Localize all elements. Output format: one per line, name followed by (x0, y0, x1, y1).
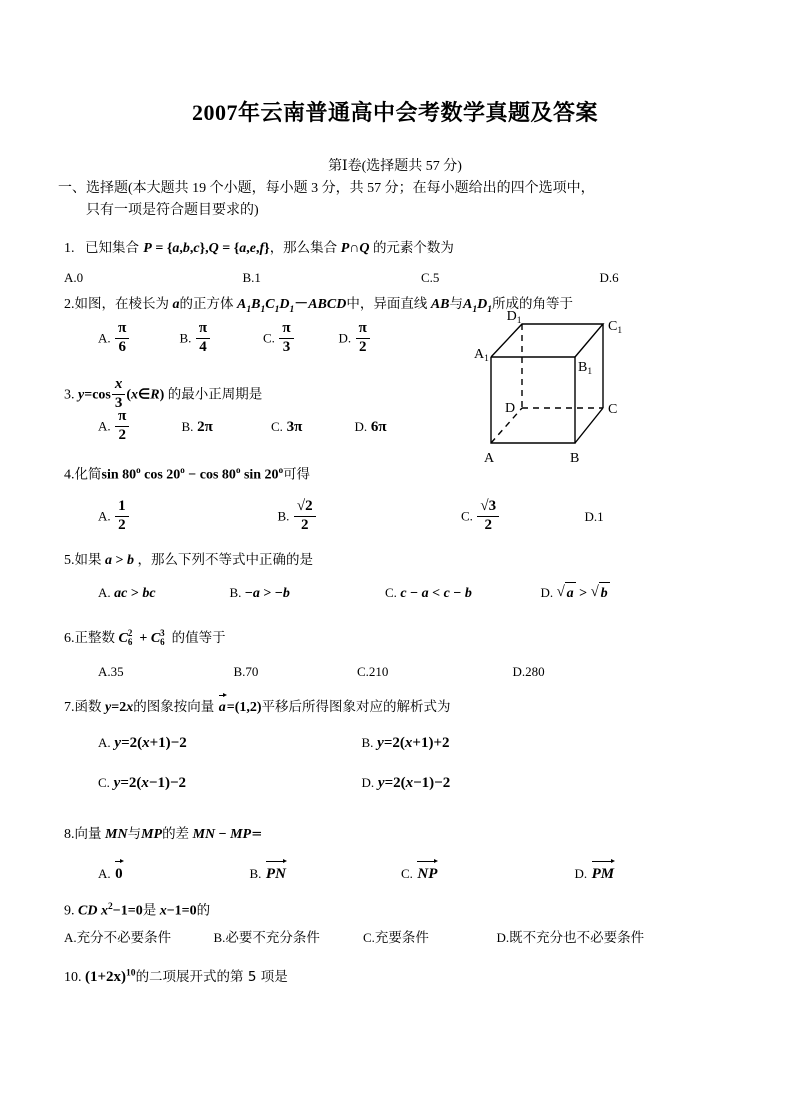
vector-mp-second: MP (230, 827, 252, 842)
vector-mn-plain: MN (105, 827, 128, 842)
question-1 (64, 238, 754, 259)
cube-label-d1: $D_1$ (506, 309, 522, 326)
cube-label-b1: $B_1$ (578, 360, 593, 377)
question-9-option-c[interactable]: C.充要条件 (363, 930, 429, 947)
question-4-options (98, 500, 604, 535)
instructions-line-2: 只有一项是符合题目要求的) (86, 202, 259, 218)
cube-figure (472, 308, 637, 478)
question-2-stem: 2.如图，在棱长为 a的正方体 $A_1B_1C_1D_1-ABCD$中，异面直线 AB与$A_1D_1$所成的角等于 (64, 296, 574, 315)
question-2-option-c[interactable]: C. $\frac{\pi}{3}$ (263, 322, 335, 357)
question-10-number: 10. (64, 970, 82, 985)
question-8-option-c[interactable]: C. NP (401, 860, 571, 886)
question-5-option-c[interactable]: C. c − a < c − b (385, 584, 472, 601)
question-1-option-b[interactable]: B.1 (242, 270, 261, 286)
question-8-options (98, 860, 615, 886)
cube-edge-b-c (575, 408, 603, 443)
question-9-number: 9. (64, 903, 75, 919)
question-7-options-row2 (98, 772, 450, 795)
question-2 (64, 294, 764, 317)
question-3-option-a[interactable]: A. $\frac{\pi}{2}$ (98, 410, 178, 445)
question-2-number: 2. (64, 297, 75, 312)
cube-label-c: C (608, 402, 618, 417)
question-4-stem: 4.化简sin 80$^o$ $\cos 20^o - \cos 80^o$ sin 20$^o$可得 (64, 465, 311, 483)
question-9-option-a[interactable]: A.充分不必要条件 (64, 930, 172, 947)
question-6-option-a[interactable]: A.35 (98, 664, 124, 680)
question-4-number: 4. (64, 467, 75, 483)
question-1-option-c[interactable]: C.5 (421, 270, 440, 286)
question-1-text-lead: 已知集合 (85, 240, 144, 256)
vector-mp-plain: MP (141, 827, 163, 842)
question-10 (64, 966, 288, 989)
question-5-stem: 5.如果 a > b ，那么下列不等式中正确的是 (64, 552, 313, 568)
question-6-options (98, 662, 545, 683)
question-1-options (64, 268, 754, 289)
question-6-number: 6. (64, 631, 75, 646)
question-4-option-a[interactable]: A. $\frac{1}{2}$ (98, 500, 274, 535)
question-7-option-c[interactable]: C. y=2(x−1)−2 (98, 775, 187, 791)
question-6-stem: 6.正整数 C 2 6 + C 3 6 的值等于 (64, 628, 226, 649)
question-4-option-b[interactable]: B. $\frac{√2}{2}$ (278, 500, 458, 535)
cube-svg (472, 308, 637, 478)
question-2-options (98, 322, 371, 357)
question-3-stem: 3. y=cos $\frac{x}{3}$ (x∈R) 的最小正周期是 (64, 376, 263, 411)
question-6 (64, 628, 226, 649)
vector-a: a (219, 694, 226, 718)
question-3-option-c[interactable]: C. 3π (271, 419, 303, 435)
question-5-number: 5. (64, 553, 75, 568)
question-1-stem: 1. 已知集合 P = {a,b,c},Q = {a,e,f}，那么集合 P∩Q 的元素个数为 (64, 240, 454, 256)
question-8-option-b[interactable]: B. PN (250, 860, 398, 886)
question-8-option-a[interactable]: A. 0 (98, 860, 246, 886)
question-7-option-a[interactable]: A. y=2(x+1)−2 (98, 735, 187, 751)
question-2-option-b[interactable]: B. $\frac{\pi}{4}$ (180, 322, 260, 357)
question-7-options-row1 (98, 732, 450, 755)
question-3-options (98, 410, 387, 445)
question-9-options (64, 928, 644, 949)
question-7-stem: 7.函数 y=2x的图象按向量 a=(1,2)平移后所得图象对应的解析式为 (64, 694, 451, 718)
cube-label-d: D (505, 401, 516, 416)
question-8-option-d[interactable]: D. PM (575, 860, 616, 886)
cube-top-face (491, 324, 603, 357)
instructions-block (58, 178, 738, 221)
question-7-number: 7. (64, 700, 75, 715)
question-1-text-tail: 的元素个数为 (372, 240, 454, 256)
cube-label-b: B (570, 451, 580, 466)
question-8-number: 8. (64, 827, 75, 842)
question-3 (64, 378, 262, 413)
question-1-number: 1. (64, 241, 75, 256)
question-4 (64, 464, 310, 486)
page-title: 2007年云南普通高中会考数学真题及答案 (191, 100, 598, 125)
question-5 (64, 550, 313, 571)
question-9-stem: 9. CD $x^2-1=0$是 x−1=0的 (64, 902, 211, 919)
cube-label-c1: $C_1$ (608, 319, 623, 336)
question-7 (64, 694, 451, 718)
question-5-option-a[interactable]: A. ac > bc (98, 584, 156, 601)
cube-label-a1: $A_1$ (474, 347, 489, 364)
question-9 (64, 900, 210, 922)
question-2-option-a[interactable]: A. $\frac{\pi}{6}$ (98, 322, 176, 357)
question-4-option-d[interactable]: D.1 (584, 508, 604, 524)
vector-mn-second: MN (192, 827, 216, 842)
question-9-cd-marker: CD (78, 903, 98, 919)
question-3-option-b[interactable]: B. 2π (181, 419, 213, 435)
instructions-line-1: 一、选择题(本大题共 19 个小题，每小题 3 分，共 57 分；在每小题给出的四个选项中， (58, 181, 595, 196)
vector-pm: PM (592, 860, 615, 886)
combination-c-6-3: C 3 6 (150, 628, 165, 647)
question-5-option-d[interactable]: D. √ a > √ b (541, 582, 610, 604)
question-3-option-d[interactable]: D. 6π (354, 419, 387, 435)
question-10-stem: 10. $(1+2x)^{10}$的二项展开式的第 5 项是 (64, 968, 288, 985)
question-3-number: 3. (64, 387, 75, 403)
question-9-option-b[interactable]: B.必要不充分条件 (213, 930, 320, 947)
question-5-option-b[interactable]: B. −a > −b (229, 584, 290, 601)
cube-front-face (491, 357, 575, 443)
vector-zero: 0 (115, 860, 123, 886)
vector-pn: PN (266, 860, 286, 886)
question-5-options (98, 582, 610, 604)
question-6-option-c[interactable]: C.210 (357, 664, 389, 680)
question-6-option-b[interactable]: B.70 (233, 664, 259, 680)
question-7-option-b[interactable]: B. y=2(x+1)+2 (361, 735, 450, 751)
question-1-option-a[interactable]: A.0 (64, 270, 84, 286)
question-4-option-c[interactable]: C. $\frac{√3}{2}$ (461, 500, 581, 535)
question-8 (64, 824, 262, 845)
section-heading: 第Ⅰ卷(选择题共 57 分) (328, 159, 462, 174)
question-2-option-d[interactable]: D. $\frac{\pi}{2}$ (339, 322, 371, 357)
question-9-option-d[interactable]: D.既不充分也不必要条件 (496, 930, 645, 947)
question-7-option-d[interactable]: D. y=2(x−1)−2 (361, 775, 451, 791)
combination-c-6-2: C 2 6 (118, 628, 133, 647)
question-6-option-d[interactable]: D.280 (512, 664, 545, 680)
cube-label-a: A (484, 451, 495, 466)
question-8-stem: 8.向量 MN与MP的差 MN − MP= (64, 826, 263, 842)
vector-np: NP (417, 860, 437, 886)
question-1-option-d[interactable]: D.6 (599, 270, 619, 286)
